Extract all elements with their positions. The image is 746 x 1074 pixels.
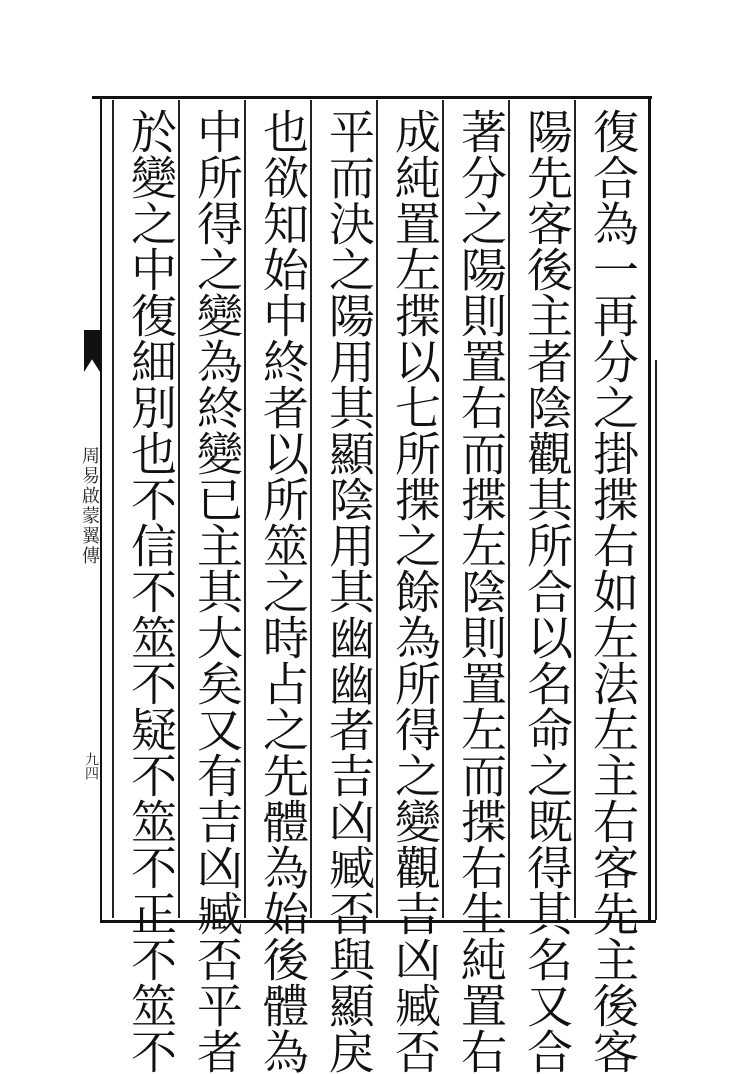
text-char: 主 [520, 292, 574, 338]
column-divider [112, 100, 114, 918]
text-char: 合 [520, 568, 574, 614]
text-char: 也 [124, 430, 178, 476]
text-char: 則 [454, 292, 508, 338]
text-char: 凶 [322, 798, 376, 844]
text-char: 右 [586, 798, 640, 844]
text-char: 筮 [124, 614, 178, 660]
text-char: 合 [586, 154, 640, 200]
text-char: 以 [388, 338, 442, 384]
text-char: 不 [124, 752, 178, 798]
text-column-8 [122, 108, 180, 1074]
text-char: 其 [520, 476, 574, 522]
text-char: 客 [586, 844, 640, 890]
text-char: 揲 [388, 476, 442, 522]
text-char: 時 [256, 614, 310, 660]
text-char: 則 [454, 614, 508, 660]
text-char: 復 [124, 292, 178, 338]
text-column-2 [518, 108, 576, 1074]
text-char: 之 [322, 246, 376, 292]
text-char: 左 [454, 522, 508, 568]
text-char: 陽 [520, 108, 574, 154]
text-char: 後 [256, 936, 310, 982]
text-char: 而 [322, 154, 376, 200]
text-char: 客 [586, 1028, 640, 1074]
text-char: 顯 [322, 430, 376, 476]
text-char: 終 [256, 338, 310, 384]
text-char: 之 [586, 384, 640, 430]
text-char: 吉 [190, 798, 244, 844]
text-char: 置 [454, 338, 508, 384]
text-char: 先 [520, 154, 574, 200]
text-char: 平 [322, 108, 376, 154]
text-char: 者 [190, 1028, 244, 1074]
text-char: 置 [454, 982, 508, 1028]
text-char: 分 [454, 154, 508, 200]
text-char: 置 [388, 200, 442, 246]
text-char: 幽 [322, 614, 376, 660]
text-char: 臧 [388, 982, 442, 1028]
text-char: 所 [190, 154, 244, 200]
text-char: 陽 [454, 246, 508, 292]
text-char: 為 [256, 1028, 310, 1074]
text-char: 之 [190, 246, 244, 292]
text-char: 正 [124, 890, 178, 936]
text-char: 顯 [322, 982, 376, 1028]
text-char: 用 [322, 338, 376, 384]
text-char: 不 [124, 936, 178, 982]
text-char: 否 [190, 936, 244, 982]
text-char: 始 [256, 246, 310, 292]
margin-book-title: 周易啟蒙翼傳 [79, 446, 100, 566]
text-char: 臧 [190, 890, 244, 936]
text-char: 左 [454, 706, 508, 752]
text-char: 疑 [124, 706, 178, 752]
frame-right-border [648, 96, 651, 922]
text-char: 所 [388, 660, 442, 706]
text-char: 戾 [322, 1028, 376, 1074]
text-char: 始 [256, 890, 310, 936]
text-char: 陰 [520, 384, 574, 430]
text-char: 大 [190, 614, 244, 660]
text-char: 臧 [322, 844, 376, 890]
text-char: 平 [190, 982, 244, 1028]
text-column-4 [386, 108, 444, 1074]
text-char: 欲 [256, 154, 310, 200]
text-char: 以 [520, 614, 574, 660]
text-column-5 [320, 108, 378, 1074]
text-char: 揲 [586, 476, 640, 522]
text-char: 而 [454, 752, 508, 798]
text-char: 之 [256, 706, 310, 752]
text-char: 所 [520, 522, 574, 568]
text-char: 餘 [388, 568, 442, 614]
text-char: 凶 [190, 844, 244, 890]
text-char: 不 [124, 1028, 178, 1074]
text-char: 觀 [388, 844, 442, 890]
text-column-1 [584, 108, 642, 1074]
text-char: 揲 [454, 476, 508, 522]
text-char: 而 [454, 430, 508, 476]
text-char: 吉 [322, 752, 376, 798]
text-char: 者 [322, 706, 376, 752]
text-char: 著 [454, 108, 508, 154]
text-char: 陽 [322, 292, 376, 338]
text-char: 中 [124, 246, 178, 292]
frame-right-inner-border [655, 360, 657, 920]
text-char: 之 [454, 200, 508, 246]
text-char: 合 [520, 1028, 574, 1074]
text-char: 為 [256, 844, 310, 890]
text-char: 純 [454, 936, 508, 982]
text-char: 已 [190, 476, 244, 522]
text-char: 體 [256, 982, 310, 1028]
text-char: 之 [388, 522, 442, 568]
text-char: 其 [322, 568, 376, 614]
text-char: 主 [586, 936, 640, 982]
text-char: 否 [388, 1028, 442, 1074]
text-char: 客 [520, 200, 574, 246]
text-char: 知 [256, 200, 310, 246]
text-char: 得 [190, 200, 244, 246]
text-char: 揲 [388, 292, 442, 338]
text-char: 主 [586, 752, 640, 798]
text-char: 凶 [388, 936, 442, 982]
text-char: 命 [520, 706, 574, 752]
text-char: 之 [256, 568, 310, 614]
text-char: 又 [520, 982, 574, 1028]
text-char: 左 [388, 246, 442, 292]
text-char: 左 [586, 614, 640, 660]
text-char: 先 [256, 752, 310, 798]
frame-left-border [100, 96, 102, 922]
text-char: 中 [256, 292, 310, 338]
text-char: 觀 [520, 430, 574, 476]
text-char: 又 [190, 706, 244, 752]
text-char: 右 [586, 522, 640, 568]
text-char: 既 [520, 798, 574, 844]
text-char: 右 [454, 1028, 508, 1074]
text-char: 所 [256, 476, 310, 522]
text-char: 置 [454, 660, 508, 706]
text-char: 不 [124, 660, 178, 706]
text-char: 得 [520, 844, 574, 890]
text-char: 也 [256, 108, 310, 154]
text-char: 否 [322, 890, 376, 936]
text-char: 者 [256, 384, 310, 430]
text-char: 中 [190, 108, 244, 154]
text-char: 後 [520, 246, 574, 292]
text-char: 成 [388, 108, 442, 154]
text-char: 分 [586, 338, 640, 384]
text-char: 有 [190, 752, 244, 798]
text-char: 一 [586, 246, 640, 292]
text-char: 占 [256, 660, 310, 706]
text-char: 主 [190, 522, 244, 568]
text-char: 於 [124, 108, 178, 154]
text-char: 右 [454, 844, 508, 890]
text-char: 之 [388, 752, 442, 798]
text-char: 與 [322, 936, 376, 982]
text-char: 變 [388, 798, 442, 844]
text-char: 筮 [256, 522, 310, 568]
text-char: 矣 [190, 660, 244, 706]
text-char: 七 [388, 384, 442, 430]
text-char: 用 [322, 522, 376, 568]
text-char: 者 [520, 338, 574, 384]
text-char: 信 [124, 522, 178, 568]
text-char: 決 [322, 200, 376, 246]
text-char: 細 [124, 338, 178, 384]
text-char: 終 [190, 384, 244, 430]
text-char: 名 [520, 936, 574, 982]
text-char: 純 [388, 154, 442, 200]
text-char: 先 [586, 890, 640, 936]
text-char: 別 [124, 384, 178, 430]
text-char: 其 [520, 890, 574, 936]
text-char: 以 [256, 430, 310, 476]
text-char: 之 [520, 752, 574, 798]
text-char: 吉 [388, 890, 442, 936]
text-char: 法 [586, 660, 640, 706]
text-char: 不 [124, 568, 178, 614]
fishtail-mark [84, 330, 100, 372]
text-char: 其 [322, 384, 376, 430]
text-column-7 [188, 108, 246, 1074]
text-column-3 [452, 108, 510, 1074]
text-char: 不 [124, 844, 178, 890]
frame-top-border [92, 96, 652, 99]
text-char: 後 [586, 982, 640, 1028]
text-char: 復 [586, 108, 640, 154]
text-char: 再 [586, 292, 640, 338]
text-char: 變 [124, 154, 178, 200]
text-char: 陰 [322, 476, 376, 522]
text-char: 不 [124, 476, 178, 522]
text-char: 筮 [124, 982, 178, 1028]
text-char: 其 [190, 568, 244, 614]
text-char: 左 [586, 706, 640, 752]
text-char: 掛 [586, 430, 640, 476]
text-char: 所 [388, 430, 442, 476]
text-char: 如 [586, 568, 640, 614]
text-column-6 [254, 108, 312, 1074]
text-char: 為 [190, 338, 244, 384]
text-char: 筮 [124, 798, 178, 844]
text-char: 揲 [454, 798, 508, 844]
text-char: 之 [124, 200, 178, 246]
text-char: 生 [454, 890, 508, 936]
text-char: 陰 [454, 568, 508, 614]
text-char: 體 [256, 798, 310, 844]
text-char: 右 [454, 384, 508, 430]
text-char: 變 [190, 430, 244, 476]
text-char: 為 [586, 200, 640, 246]
text-char: 得 [388, 706, 442, 752]
text-char: 幽 [322, 660, 376, 706]
text-char: 名 [520, 660, 574, 706]
text-char: 變 [190, 292, 244, 338]
margin-page-number: 九四 [83, 752, 99, 780]
text-char: 為 [388, 614, 442, 660]
